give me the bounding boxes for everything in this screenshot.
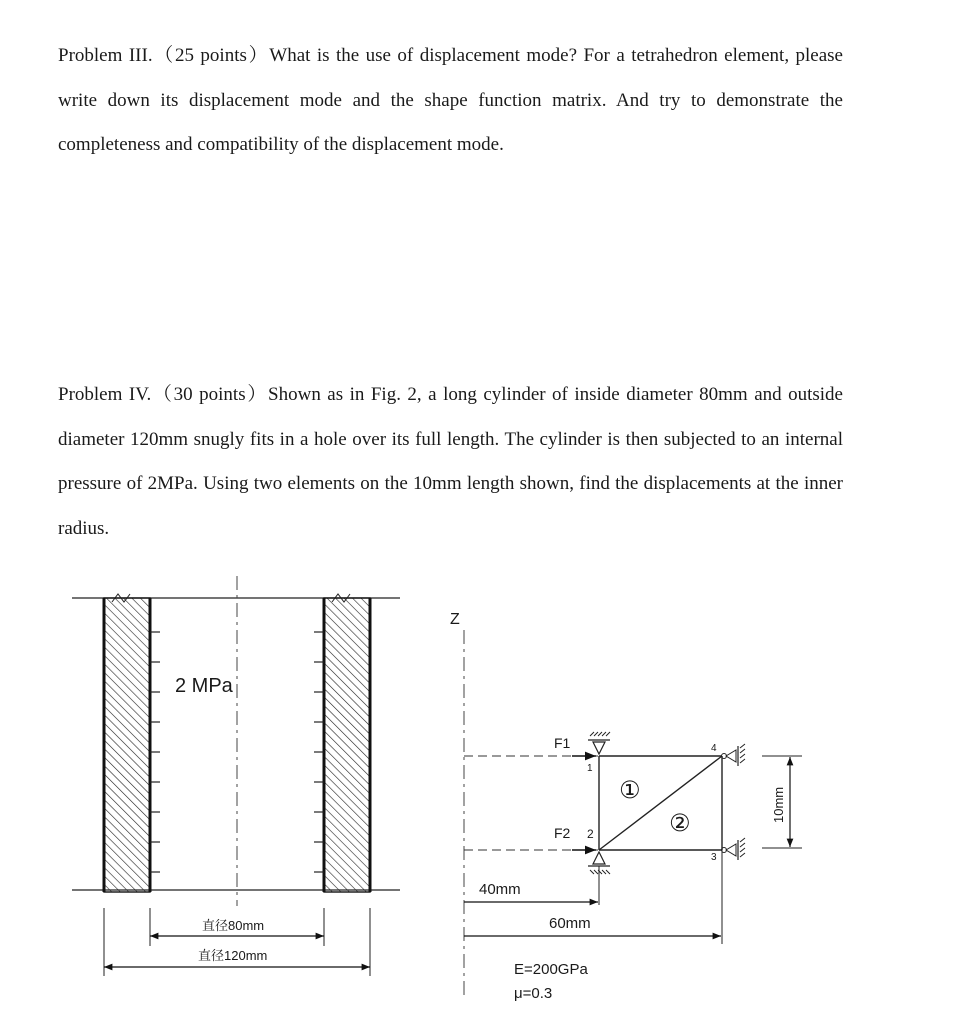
node-4-label: 4 [711, 743, 717, 754]
problem-3-text: Problem III.（25 points）What is the use of displacement mode? For a tetrahedron element, please write down its displacement mode and the shape function matrix. And try to demonstrate the completeness and compatibility of the displacement mode. [58, 45, 843, 155]
radius-60-label: 60mm [549, 915, 591, 932]
left-wall [104, 598, 150, 892]
radius-40-label: 40mm [479, 881, 521, 898]
poisson-label: μ=0.3 [514, 985, 553, 1002]
force-1-label: F1 [554, 735, 571, 751]
pressure-label: 2 MPa [175, 675, 233, 697]
height-10mm-label: 10mm [771, 786, 786, 823]
problem-4-text: Problem IV.（30 points）Shown as in Fig. 2, a long cylinder of inside diameter 80mm and outside diameter 120mm snugly fits in a hole over its full length. The cylinder is then subjected to an internal pressure of 2MPa. Using two elements on the 10mm length shown, find the displacements at the inner radius. [58, 384, 843, 539]
inner-diameter-label: 直径80mm [202, 918, 265, 933]
node-2-label: 2 [587, 827, 594, 841]
element-2-label: ② [669, 810, 691, 837]
outer-diameter-label: 直径120mm [198, 948, 268, 963]
node-3-label: 3 [711, 852, 717, 863]
z-axis-label: Z [450, 611, 460, 628]
force-2-label: F2 [554, 825, 571, 841]
right-wall [324, 598, 370, 892]
fe-model [450, 611, 802, 1002]
cylinder-drawing [72, 576, 400, 976]
element-1-label: ① [619, 777, 641, 804]
node-1-label: 1 [587, 763, 593, 774]
figure-2 [0, 560, 973, 1024]
modulus-label: E=200GPa [514, 961, 588, 978]
